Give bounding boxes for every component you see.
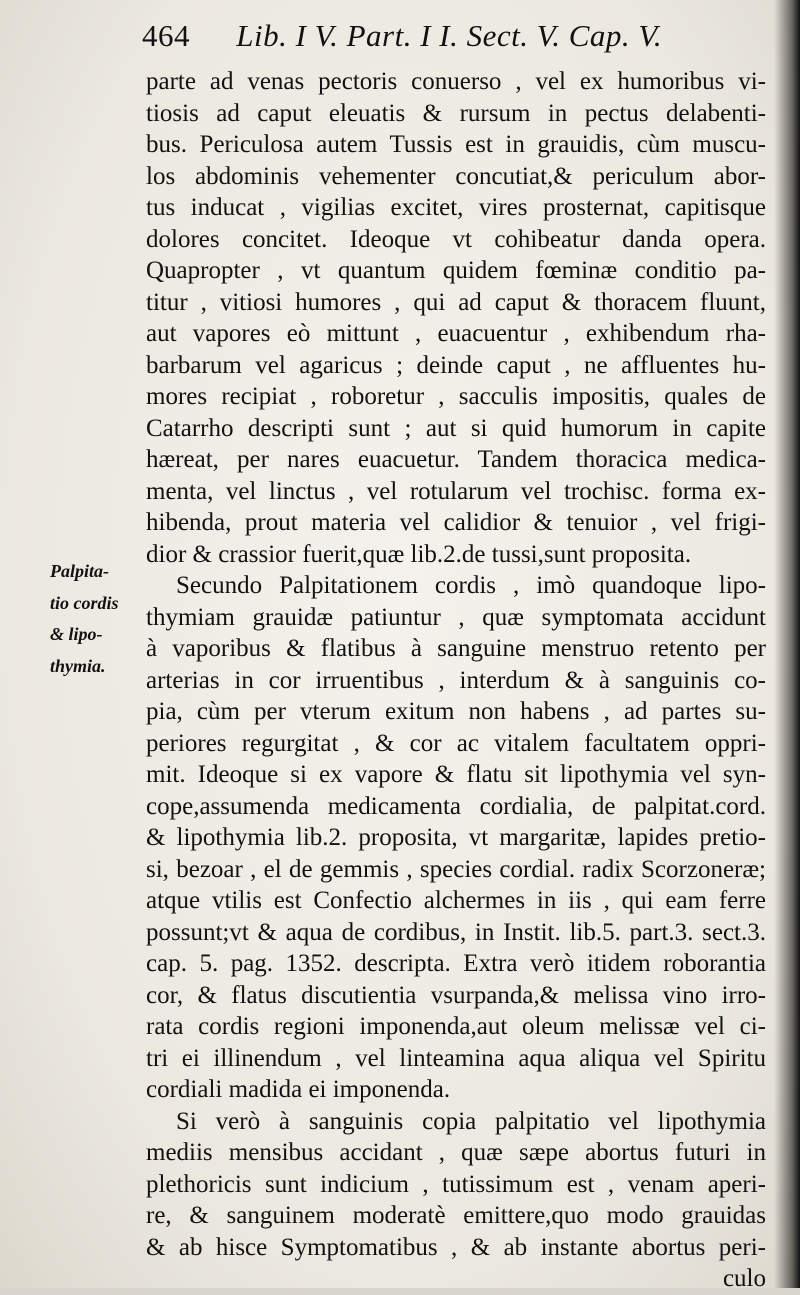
text-line: tiosis ad caput eleuatis & rursum in pectus delabenti-: [146, 99, 766, 127]
text-line: bus. Periculosa autem Tussis est in grauidis, cùm muscu-: [146, 131, 766, 158]
text-line: si, bezoar , el de gemmis , species cordial. radix Scorzoneræ;: [146, 855, 766, 883]
text-line: à vaporibus & flatibus à sanguine menstruo retento per: [146, 635, 766, 662]
text-line: menta, vel linctus , vel rotularum vel trochisc. forma ex-: [146, 477, 766, 505]
margin-note: [50, 556, 150, 682]
text-line: periores regurgitat , & cor ac vitalem facultatem oppri-: [146, 729, 766, 757]
text-line: dolores concitet. Ideoque vt cohibeatur danda opera.: [146, 225, 766, 253]
margin-note-line: Palpita-: [50, 561, 109, 581]
text-line: tus inducat , vigilias excitet, vires prosternat, capitisque: [146, 194, 766, 221]
text-line: re, & sanguinem moderatè emittere,quo modo grauidas: [146, 1202, 766, 1229]
text-line: arterias in cor irruentibus , interdum & à sanguinis co-: [146, 666, 766, 694]
text-line: atque vtilis est Confectio alchermes in iis , qui eam ferre: [146, 887, 766, 914]
text-line: mit. Ideoque si ex vapore & flatu sit lipothymia vel syn-: [146, 761, 766, 788]
text-line: los abdominis vehementer concutiat,& periculum abor-: [146, 162, 766, 190]
text-line: hibenda, prout materia vel calidior & tenuior , vel frigi-: [146, 509, 766, 536]
text-line: barbarum vel agaricus ; deinde caput , ne affluentes hu-: [146, 351, 766, 379]
text-line: aut vapores eò mittunt , euacuentur , exhibendum rha-: [146, 320, 766, 347]
text-line: cap. 5. pag. 1352. descripta. Extra verò itidem roborantia: [146, 950, 766, 977]
text-line: Catarrho descripti sunt ; aut si quid humorum in capite: [146, 414, 766, 442]
text-line: parte ad venas pectoris conuerso , vel ex humoribus vi-: [146, 68, 766, 95]
text-line: dior & crassior fuerit,quæ lib.2.de tussi,sunt proposita.: [146, 540, 692, 568]
text-line: & ab hisce Symptomatibus , & ab instante abortus peri-: [146, 1233, 766, 1261]
margin-note-line: & lipo-: [50, 624, 103, 644]
text-line: & lipothymia lib.2. proposita, vt margaritæ, lapides pretio-: [146, 824, 766, 851]
text-line: possunt;vt & aqua de cordibus, in Instit. lib.5. part.3. sect.3.: [146, 918, 766, 946]
text-line: plethoricis sunt indicium , tutissimum est , venam aperi-: [146, 1170, 766, 1198]
text-line: thymiam grauidæ patiuntur , quæ symptomata accidunt: [146, 603, 766, 631]
page-number: 464: [142, 18, 190, 53]
text-line: mediis mensibus accidant , quæ sæpe abortus futuri in: [146, 1139, 766, 1166]
text-line: mores recipiat , roboretur , sacculis impositis, quales de: [146, 383, 766, 410]
page-gutter-shadow: [774, 0, 800, 1288]
text-line: Quapropter , vt quantum quidem fœminæ conditio pa-: [146, 257, 766, 284]
running-head-title: Lib. I V. Part. I I. Sect. V. Cap. V.: [236, 18, 663, 53]
text-line: pia, cùm per vterum exitum non habens , ad partes su-: [146, 698, 766, 725]
text-line: cordiali madida ei imponenda.: [146, 1076, 451, 1103]
margin-note-line: tio cordis: [50, 592, 119, 613]
catchword: culo: [722, 1265, 766, 1292]
text-line: cor, & flatus discutientia vsurpanda,& melissa vino irro-: [146, 981, 766, 1009]
margin-note-line: thymia.: [50, 655, 106, 676]
text-line: hæreat, per nares euacuetur. Tandem thoracica medica-: [146, 446, 766, 473]
text-line: cope,assumenda medicamenta cordialia, de palpitat.cord.: [146, 792, 766, 820]
text-line: Si verò à sanguinis copia palpitatio vel lipothymia: [176, 1107, 766, 1135]
running-header: [142, 18, 702, 62]
body-text: [146, 66, 766, 1295]
text-line: tri ei illinendum , vel linteamina aqua aliqua vel Spiritu: [146, 1044, 766, 1072]
text-line: Secundo Palpitationem cordis , imò quandoque lipo-: [176, 572, 766, 599]
text-line: rata cordis regioni imponenda,aut oleum melissæ vel ci-: [146, 1013, 766, 1040]
text-line: titur , vitiosi humores , qui ad caput & thoracem fluunt,: [146, 288, 766, 316]
